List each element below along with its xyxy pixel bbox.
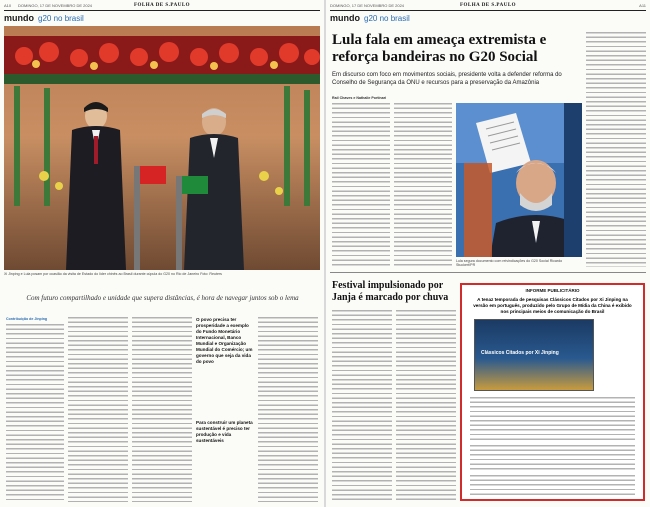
advertorial-paragraph-2 (470, 445, 635, 471)
story-column-2 (394, 103, 452, 267)
photo-credit: Ricardo Stuckert/PR (456, 259, 563, 268)
photo-illustration (4, 26, 320, 270)
section-label: mundo (330, 13, 360, 23)
photo-credit: Foto: Reuters (200, 272, 222, 276)
contribution-byline: Contribuição de Jinping (6, 317, 48, 321)
headline-deck: Em discurso com foco em movimentos sociais, presidente volta a defender reforma do Conselho de Segurança da ONU e recursos para a preservação da Amazônia (332, 72, 562, 86)
section-label: mundo (4, 13, 34, 23)
subsection-label: g20 no brasil (364, 14, 410, 23)
subsection-label: g20 no brasil (38, 14, 84, 23)
text-column-2 (68, 317, 128, 502)
text-column-5 (258, 317, 318, 502)
advertorial-label: INFORME PUBLICITÁRIO (525, 288, 580, 293)
right-page (326, 0, 650, 507)
photo-caption (4, 272, 320, 276)
story-column-1 (332, 103, 390, 267)
text-column-3 (132, 317, 192, 502)
section-title (330, 13, 410, 23)
page-date: DOMINGO, 17 DE NOVEMBRO DE 2024 (18, 3, 93, 8)
text-column-1 (6, 324, 64, 502)
xi-lula-photo (4, 26, 320, 270)
story-divider (330, 272, 646, 273)
caption-text: Lula segura documento com reivindicações do G20 Social (456, 259, 549, 263)
second-story-column-2 (396, 310, 456, 502)
second-story-column-1 (332, 310, 392, 502)
page-number: A10 (4, 3, 12, 8)
page-number: A11 (639, 3, 646, 8)
advertorial-paragraph-1 (470, 397, 635, 441)
section-title (4, 13, 84, 23)
main-headline: Lula fala em ameaça extremista e reforça bandeiras no G20 Social (332, 32, 547, 65)
story-byline: Raíl Chaves e Nathalie Portinari (332, 96, 387, 100)
tv-screen-text: Clássicos Citados por Xi Jinping (481, 350, 559, 356)
advertorial-box (460, 283, 645, 501)
advertorial-title: A tenaz temporada de pesquisas Clássicos Citados por Xi Jinping na versão em português, produzido pelo Grupo de Mídia da China é exibido nos principais meios de comunicação do Brasil (473, 297, 632, 314)
side-quote-2: Para construir um planeta sustentável é preciso ter produção e vida sustentáveis (196, 420, 253, 443)
photo-illustration (456, 103, 582, 257)
page-date: DOMINGO, 17 DE NOVEMBRO DE 2024 (330, 3, 405, 8)
photo-caption (456, 259, 582, 268)
advertorial-tv-image (474, 319, 594, 391)
caption-text: Xi Jinping e Lula posam por ocasião da visita de Estado do líder chinês ao Brasil durante cúpula do G20 no Rio de Janeiro (4, 272, 200, 276)
second-headline: Festival impulsionado por Janja é marcado por chuva (332, 280, 449, 303)
lula-photo (456, 103, 582, 257)
masthead: FOLHA DE S.PAULO (459, 3, 517, 8)
top-rule (330, 10, 646, 11)
advertorial-paragraph-3 (470, 475, 635, 497)
story-column-4 (586, 32, 646, 267)
top-rule (4, 10, 320, 11)
pull-quote: Com futuro compartilhado e unidade que supera distâncias, é hora de navegar juntos sob o lema (26, 294, 299, 302)
masthead: FOLHA DE S.PAULO (133, 3, 191, 8)
left-page (0, 0, 324, 507)
side-quote: O povo precisa ter prosperidade a exemplo do Fundo Monetário Internacional, Banco Mundial e Organização Mundial do Comércio; um governo que seja da vida do povo (196, 317, 253, 364)
